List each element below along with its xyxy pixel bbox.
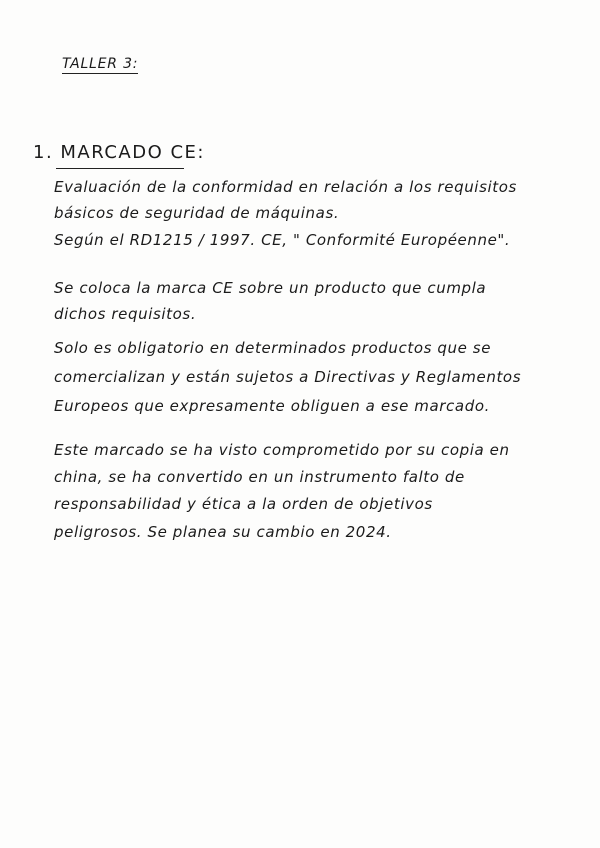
- paragraph-3-line-2: comercializan y están sujetos a Directivas y Reglamentos: [54, 368, 522, 386]
- paragraph-2-line-1: Se coloca la marca CE sobre un producto que cumpla: [54, 279, 487, 297]
- paragraph-3-line-3: Europeos que expresamente obliguen a ese marcado.: [54, 397, 490, 415]
- paragraph-3-line-1: Solo es obligatorio en determinados productos que se: [54, 339, 492, 357]
- paragraph-1-line-3: Según el RD1215 / 1997. CE, " Conformité Européenne".: [54, 231, 511, 249]
- paragraph-4-line-2: china, se ha convertido en un instrumento falto de: [54, 468, 465, 486]
- paragraph-4-line-1: Este marcado se ha visto comprometido por su copia en: [54, 441, 510, 459]
- paragraph-1-line-1: Evaluación de la conformidad en relación a los requisitos: [54, 178, 517, 196]
- paragraph-4-line-4: peligrosos. Se planea su cambio en 2024.: [54, 523, 392, 541]
- section-heading: 1. MARCADO CE:: [33, 142, 205, 163]
- page-title: TALLER 3:: [62, 56, 139, 72]
- heading-underline: [56, 168, 184, 169]
- paragraph-1-line-2: básicos de seguridad de máquinas.: [54, 204, 340, 222]
- paragraph-4-line-3: responsabilidad y ética a la orden de objetivos: [54, 495, 433, 513]
- paragraph-2-line-2: dichos requisitos.: [54, 305, 197, 323]
